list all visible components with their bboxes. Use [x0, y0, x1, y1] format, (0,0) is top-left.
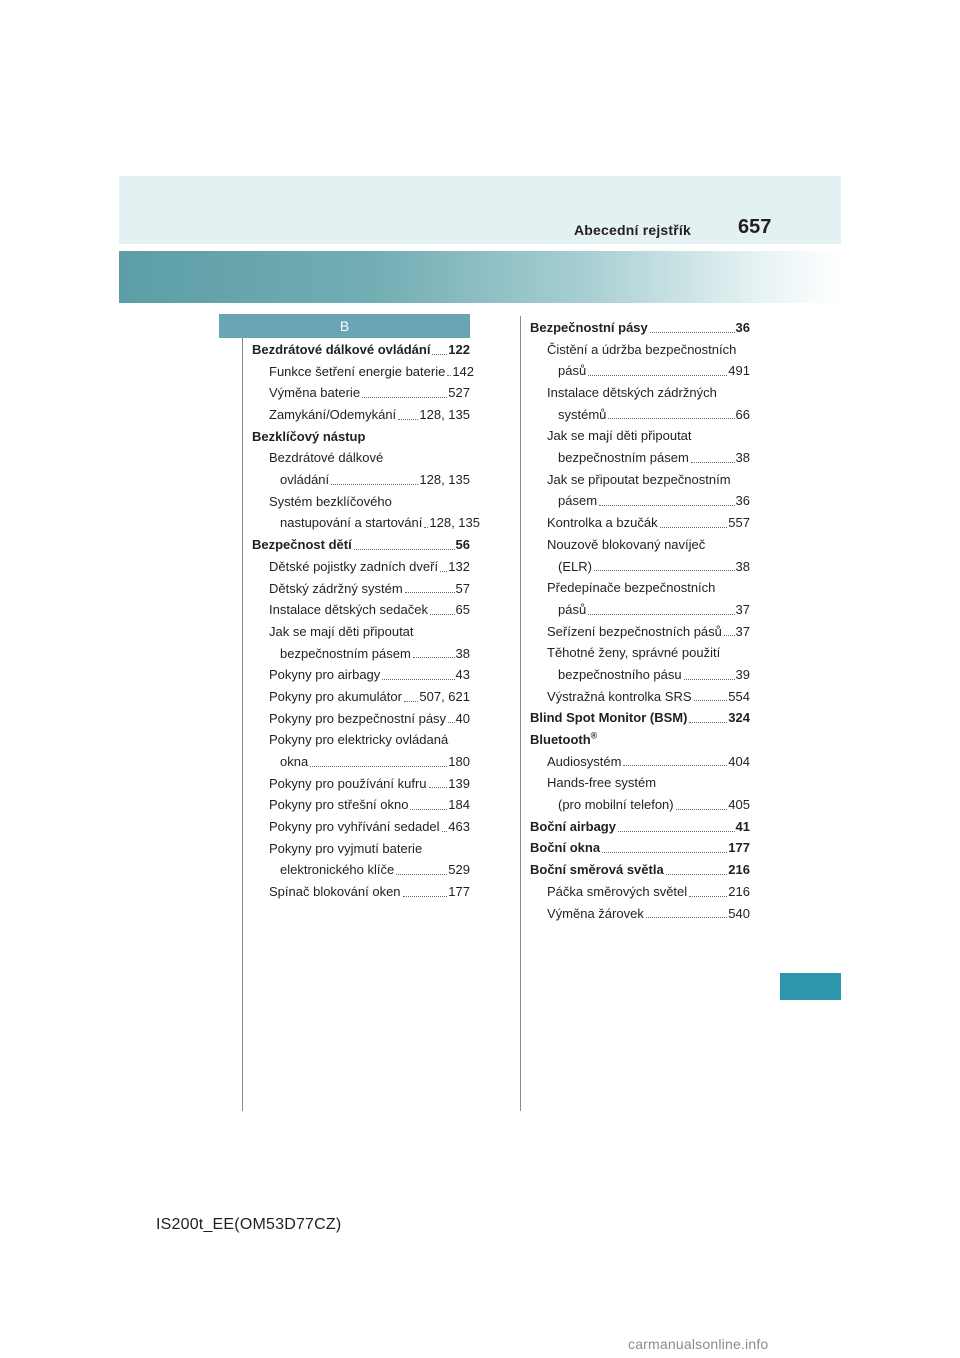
- index-entry-page: 41: [735, 818, 750, 834]
- watermark: carmanualsonline.info: [628, 1336, 769, 1352]
- index-entry-page: 38: [735, 450, 750, 466]
- leader-dots: [362, 397, 447, 398]
- index-entry-text: okna: [280, 754, 309, 770]
- index-entry-text: elektronického klíče: [280, 862, 395, 878]
- index-entry-page: 404: [728, 753, 750, 769]
- index-entry: [252, 773, 470, 795]
- index-entry-text: ovládání: [280, 472, 330, 488]
- index-entry-text: Výměna žárovek: [547, 905, 644, 921]
- index-entry-page: 38: [735, 558, 750, 574]
- index-entry-text: Blind Spot Monitor (BSM): [530, 710, 688, 726]
- index-entry: [530, 881, 750, 903]
- index-entry-text: Dětský zádržný systém: [269, 580, 403, 596]
- index-entry-text: Spínač blokování oken: [269, 884, 401, 900]
- index-entry-page: 43: [455, 667, 470, 683]
- leader-dots: [429, 787, 448, 788]
- leader-dots: [618, 831, 735, 832]
- leader-dots: [660, 527, 728, 528]
- index-entry: [252, 534, 470, 556]
- index-entry-page: 324: [728, 710, 750, 726]
- index-entry-text: pásů: [558, 601, 587, 617]
- index-entry: [252, 881, 470, 903]
- index-entry-text: Kontrolka a bzučák: [547, 515, 658, 531]
- leader-dots: [404, 701, 418, 702]
- center-column-divider: [520, 316, 521, 1111]
- index-entry: [530, 729, 750, 751]
- leader-dots: [448, 722, 454, 723]
- index-entry: [530, 599, 750, 621]
- index-entry: [252, 708, 470, 730]
- index-entry: [530, 772, 750, 794]
- index-entry: [252, 578, 470, 600]
- index-entry: [252, 621, 470, 643]
- index-entry-text: Nouzově blokovaný navíječ: [547, 536, 706, 552]
- leader-dots: [424, 527, 428, 528]
- index-entry-text: Páčka směrových světel: [547, 883, 688, 899]
- index-entry-page: 39: [735, 666, 750, 682]
- leader-dots: [599, 505, 735, 506]
- index-entry-page: 128, 135: [429, 515, 480, 531]
- leader-dots: [354, 549, 455, 550]
- index-entry: [530, 360, 750, 382]
- index-entry-page: 491: [728, 363, 750, 379]
- index-entry: [530, 512, 750, 534]
- index-entry: [252, 838, 470, 860]
- index-entry-page: 56: [455, 537, 470, 553]
- index-entry: [530, 903, 750, 925]
- index-entry: [252, 751, 470, 773]
- leader-dots: [440, 571, 447, 572]
- index-entry: [530, 794, 750, 816]
- index-entry: [252, 382, 470, 404]
- leader-dots: [447, 375, 451, 376]
- index-entry: [252, 339, 470, 361]
- leader-dots: [689, 722, 727, 723]
- index-entry-text: Audiosystém: [547, 753, 622, 769]
- index-entry: [530, 404, 750, 426]
- chapter-tab: [780, 973, 841, 1000]
- index-entry-page: 557: [728, 515, 750, 531]
- header-band: [119, 176, 841, 244]
- index-entry-text: Pokyny pro vyjmutí baterie: [269, 840, 423, 856]
- index-entry-text: Pokyny pro elektricky ovládaná: [269, 732, 449, 748]
- index-entry: [252, 513, 480, 535]
- index-entry-text: Pokyny pro střešní okno: [269, 797, 409, 813]
- leader-dots: [405, 592, 455, 593]
- index-entry: [530, 686, 750, 708]
- index-entry-page: 216: [728, 883, 750, 899]
- index-entry: [252, 794, 470, 816]
- index-entry-text: Pokyny pro bezpečnostní pásy: [269, 710, 447, 726]
- index-entry-page: 139: [448, 775, 470, 791]
- index-entry-page: 216: [728, 862, 750, 878]
- index-entry-text: Instalace dětských sedaček: [269, 602, 428, 618]
- index-entry-text: Bezpečnost dětí: [252, 537, 352, 553]
- index-entry-text: Pokyny pro airbagy: [269, 667, 381, 683]
- index-entry-page: 527: [448, 385, 470, 401]
- index-entry-text: Pokyny pro používání kufru: [269, 775, 427, 791]
- index-entry: [530, 556, 750, 578]
- leader-dots: [382, 679, 454, 680]
- leader-dots: [588, 614, 734, 615]
- section-letter-header: B: [219, 314, 470, 338]
- index-entry-text: Pokyny pro vyhřívání sedadel: [269, 819, 440, 835]
- index-entry-text: Jak se mají děti připoutat: [547, 428, 692, 444]
- index-entry-page: 554: [728, 688, 750, 704]
- index-entry: [252, 729, 470, 751]
- index-entry-text: bezpečnostního pásu: [558, 666, 682, 682]
- index-column-right: [530, 317, 750, 924]
- decorative-gradient-band: [119, 251, 841, 303]
- index-entry-page: 132: [448, 558, 470, 574]
- index-entry-text: Boční okna: [530, 840, 601, 856]
- leader-dots: [608, 418, 734, 419]
- index-entry-text: (ELR): [558, 558, 592, 574]
- index-entry-page: 540: [728, 905, 750, 921]
- index-entry-text: pásů: [558, 363, 587, 379]
- index-entry-text: Jak se mají děti připoutat: [269, 623, 414, 639]
- index-entry-page: 38: [455, 645, 470, 661]
- leader-dots: [602, 852, 727, 853]
- index-entry-text: Výměna baterie: [269, 385, 361, 401]
- index-entry: [530, 816, 750, 838]
- leader-dots: [694, 700, 728, 701]
- index-entry-text: Předepínače bezpečnostních: [547, 580, 716, 596]
- leader-dots: [430, 614, 455, 615]
- index-entry: [530, 664, 750, 686]
- index-entry: [252, 491, 470, 513]
- model-code: IS200t_EE(OM53D77CZ): [156, 1216, 342, 1233]
- leader-dots: [310, 766, 447, 767]
- index-entry-page: 36: [735, 319, 750, 335]
- leader-dots: [398, 419, 418, 420]
- index-entry-text: Čistění a údržba bezpečnostních: [547, 341, 737, 357]
- index-entry-text: Seřízení bezpečnostních pásů: [547, 623, 722, 639]
- index-entry-page: 507, 621: [419, 688, 470, 704]
- index-entry: [252, 556, 470, 578]
- leader-dots: [650, 332, 735, 333]
- index-entry-page: 177: [448, 884, 470, 900]
- index-entry: [530, 621, 750, 643]
- index-entry: [530, 642, 750, 664]
- leader-dots: [689, 896, 727, 897]
- index-entry-text: Bezdrátové dálkové ovládání: [252, 341, 431, 357]
- index-entry: [252, 361, 475, 383]
- index-entry-text: Jak se připoutat bezpečnostním: [547, 471, 731, 487]
- index-entry-text: Bluetooth®: [530, 730, 598, 748]
- index-entry: [530, 469, 750, 491]
- leader-dots: [623, 765, 727, 766]
- index-entry: [530, 491, 750, 513]
- index-entry: [530, 447, 750, 469]
- leader-dots: [442, 831, 448, 832]
- index-entry: [530, 577, 750, 599]
- index-entry-text: bezpečnostním pásem: [280, 645, 411, 661]
- index-entry-page: 128, 135: [419, 472, 470, 488]
- index-entry-page: 37: [735, 623, 750, 639]
- index-entry-page: 180: [448, 754, 470, 770]
- index-entry: [252, 404, 470, 426]
- index-entry-text: Bezpečnostní pásy: [530, 319, 648, 335]
- index-entry: [530, 425, 750, 447]
- page-title: Abecední rejstřík: [574, 222, 691, 238]
- registered-mark: ®: [590, 730, 598, 741]
- leader-dots: [676, 809, 728, 810]
- leader-dots: [684, 679, 735, 680]
- leader-dots: [413, 657, 455, 658]
- leader-dots: [410, 809, 447, 810]
- index-entry: [252, 664, 470, 686]
- index-entry-text: Pokyny pro akumulátor: [269, 688, 402, 704]
- index-entry: [252, 426, 470, 448]
- index-entry: [252, 447, 470, 469]
- index-entry: [530, 317, 750, 339]
- index-entry: [530, 339, 750, 361]
- index-entry: [530, 382, 750, 404]
- index-entry: [530, 707, 750, 729]
- index-entry-text: (pro mobilní telefon): [558, 797, 674, 813]
- index-entry-text: Hands-free systém: [547, 775, 657, 791]
- index-entry-text: systémů: [558, 406, 607, 422]
- index-entry: [252, 469, 470, 491]
- index-entry: [252, 599, 470, 621]
- index-entry-page: 184: [448, 797, 470, 813]
- index-entry-text: Těhotné ženy, správné použití: [547, 645, 721, 661]
- index-entry-page: 405: [728, 797, 750, 813]
- index-column-left: [252, 339, 480, 903]
- leader-dots: [666, 874, 728, 875]
- leader-dots: [691, 462, 735, 463]
- index-entry-text: nastupování a startování: [280, 515, 423, 531]
- leader-dots: [594, 570, 735, 571]
- index-entry-page: 37: [735, 601, 750, 617]
- index-entry-page: 177: [728, 840, 750, 856]
- leader-dots: [646, 917, 727, 918]
- index-entry-text: Boční airbagy: [530, 818, 616, 834]
- index-entry: [252, 643, 470, 665]
- index-entry-text: Bezklíčový nástup: [252, 428, 366, 444]
- index-entry-text: bezpečnostním pásem: [558, 450, 689, 466]
- index-entry-page: 142: [452, 363, 475, 379]
- index-entry-text: Boční směrová světla: [530, 862, 664, 878]
- index-entry: [530, 859, 750, 881]
- index-entry-text: Výstražná kontrolka SRS: [547, 688, 692, 704]
- index-entry-text: Dětské pojistky zadních dveří: [269, 558, 439, 574]
- index-entry: [530, 534, 750, 556]
- index-entry: [252, 816, 470, 838]
- index-entry-page: 57: [455, 580, 470, 596]
- index-entry-page: 36: [735, 493, 750, 509]
- index-entry: [252, 686, 470, 708]
- leader-dots: [432, 354, 447, 355]
- leader-dots: [724, 635, 735, 636]
- index-entry-page: 65: [455, 602, 470, 618]
- index-entry-page: 128, 135: [419, 407, 470, 423]
- index-entry-text: Systém bezklíčového: [269, 493, 392, 509]
- leader-dots: [403, 896, 448, 897]
- index-entry: [252, 860, 470, 882]
- index-entry-text: pásem: [558, 493, 598, 509]
- leader-dots: [396, 874, 447, 875]
- index-entry: [530, 838, 750, 860]
- index-entry-page: 66: [735, 406, 750, 422]
- index-entry-text: Funkce šetření energie baterie: [269, 363, 446, 379]
- index-entry-text: Zamykání/Odemykání: [269, 407, 397, 423]
- index-entry-page: 463: [448, 819, 470, 835]
- index-entry-page: 529: [448, 862, 470, 878]
- left-column-divider: [242, 316, 243, 1111]
- index-entry-text: Instalace dětských zádržných: [547, 385, 717, 401]
- leader-dots: [588, 375, 727, 376]
- leader-dots: [331, 484, 418, 485]
- index-entry: [530, 751, 750, 773]
- index-entry-page: 122: [448, 341, 470, 357]
- index-entry-text: Bezdrátové dálkové: [269, 450, 384, 466]
- index-entry-page: 40: [455, 710, 470, 726]
- page-number: 657: [738, 216, 772, 238]
